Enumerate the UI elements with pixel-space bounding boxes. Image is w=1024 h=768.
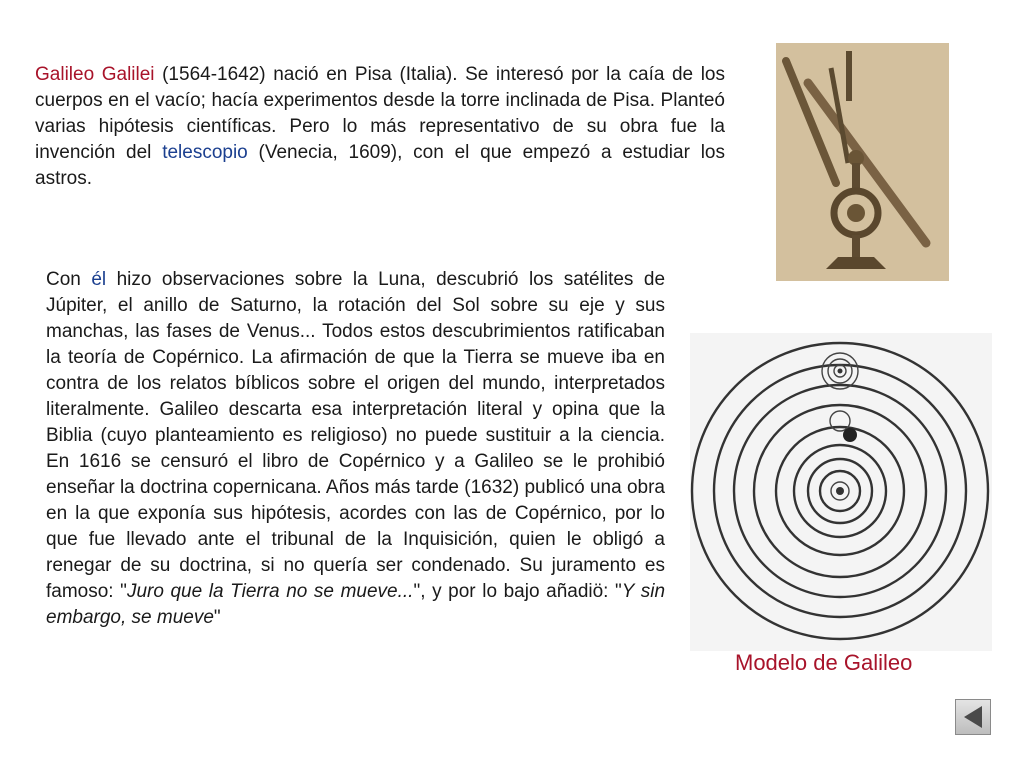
- galileo-model-diagram: [690, 333, 992, 651]
- whisper-quote: Y sin embargo, se mueve: [46, 581, 666, 628]
- diagram-caption: Modelo de Galileo: [735, 650, 913, 675]
- triangle-left-icon: [956, 700, 990, 734]
- intro-paragraph: [35, 62, 725, 192]
- intro-text-1: (1564-1642) nació en Pisa (Italia). Se interesó por la caía de los cuerpos en el vacío; hacía experimentos desde la torre inclinada de Pisa. Planteó varias hipótesis científicas. Pero lo más representativo de su obra fue la invención del: [35, 64, 725, 163]
- pronoun-link[interactable]: él: [91, 269, 107, 290]
- back-button[interactable]: [955, 699, 991, 735]
- telescope-photo: [776, 43, 949, 281]
- discoveries-text-2: ", y por lo bajo añadiö: ": [413, 581, 622, 602]
- discoveries-paragraph: [46, 267, 665, 631]
- discoveries-text-1: hizo observaciones sobre la Luna, descubrió los satélites de Júpiter, el anillo de Saturno, la rotación del Sol sobre su eje y sus manchas, las fases de Venus... Todos estos descubrimientos ratificaban la teoría de Copérnico. La afirmación de que la Tierra se mueve iba en contra de los relatos bíblicos sobre el origen del mundo, interpretados literalmente. Galileo descarta esa interpretación literal y opina que la Biblia (cuyo planteamiento es religioso) no puede sustituir a la ciencia. En 1616 se censuró el libro de Copérnico y a Galileo se le prohibió enseñar la doctrina copernicana. Años más tarde (1632) publicó una obra en la que exponía sus hipótesis, acordes con las de Copérnico, por lo que fue llevado ante el tribunal de la Inquisición, quien le obligó a renegar de su doctrina, si no quería ser condenado. Su juramento es famoso: ": [46, 269, 666, 602]
- discoveries-text-0: Con: [46, 269, 92, 290]
- intro-text-2: (Venecia, 1609), con el que empezó a estudiar los astros.: [35, 142, 725, 189]
- oath-quote: Juro que la Tierra no se mueve...: [126, 581, 414, 602]
- telescope-link[interactable]: telescopio: [162, 142, 248, 163]
- galileo-name: Galileo Galilei: [35, 64, 155, 85]
- discoveries-text-3: ": [213, 607, 221, 628]
